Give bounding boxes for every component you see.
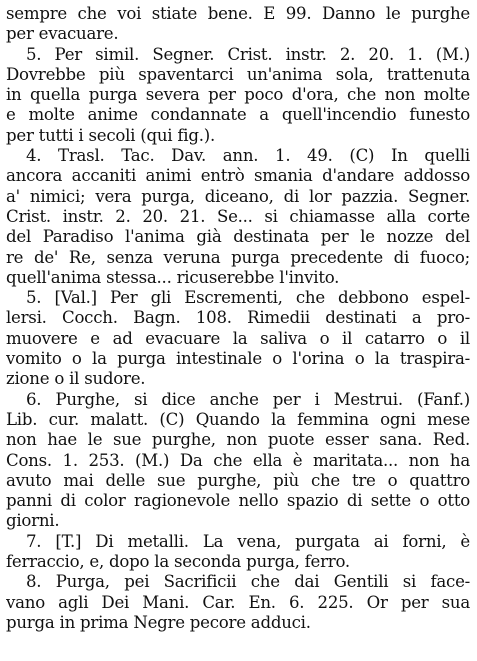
entry-4-line: 4. Trasl. Tac. Dav. ann. 1. 49. (C) In quelli — [26, 146, 470, 166]
text-line: re de' Re, senza veruna purga precedente di fuoco; — [6, 247, 470, 267]
text-line: del Paradiso l'anima già destinata per le nozze del — [6, 227, 470, 247]
text-line: Cons. 1. 253. (M.) Da che ella è maritata... non ha — [6, 450, 470, 470]
text-line: Lib. cur. malatt. (C) Quando la femmina ogni mese — [6, 409, 470, 429]
text-line: vomito o la purga intestinale o l'orina o la traspira- — [6, 349, 470, 369]
entry-6-line: 6. Purghe, si dice anche per i Mestrui. (Fanf.) — [26, 389, 470, 409]
text-line: a' nimici; vera purga, diceano, di lor pazzia. Segner. — [6, 186, 470, 206]
text-line: giorni. — [6, 511, 60, 531]
text-line: Dovrebbe più spaventarci un'anima sola, trattenuta — [6, 64, 470, 84]
text-line: per tutti i secoli (qui fig.). — [6, 125, 215, 145]
entry-5-line: 5. Per simil. Segner. Crist. instr. 2. 20. 1. (M.) — [26, 44, 470, 64]
text-line: sempre che voi stiate bene. E 99. Danno le purghe — [6, 4, 470, 23]
text-line: per evacuare. — [6, 24, 119, 44]
text-line: quell'anima stessa... ricuserebbe l'invito. — [6, 267, 340, 287]
text-line: zione o il sudore. — [6, 369, 146, 389]
text-line: non hae le sue purghe, non puote esser sana. Red. — [6, 430, 470, 450]
text-line: muovere e ad evacuare la saliva o il catarro o il — [6, 328, 470, 348]
text-line: lersi. Cocch. Bagn. 108. Rimedii destinati a pro- — [6, 308, 470, 328]
text-line: in quella purga severa per poco d'ora, che non molte — [6, 85, 470, 105]
text-line: panni di color ragionevole nello spazio di sette o otto — [6, 491, 470, 511]
text-line: e molte anime condannate a quell'incendio funesto — [6, 105, 470, 125]
entry-8-line: 8. Purga, pei Sacrificii che dai Gentili si face- — [26, 572, 470, 592]
text-line: ancora accaniti animi entrò smania d'andare addosso — [6, 166, 470, 186]
text-line: vano agli Dei Mani. Car. En. 6. 225. Or per sua — [6, 592, 470, 612]
text-line: avuto mai delle sue purghe, più che tre o quattro — [6, 470, 470, 490]
text-line: Crist. instr. 2. 20. 21. Se... si chiamasse alla corte — [6, 206, 470, 226]
text-line: purga in prima Negre pecore adduci. — [6, 612, 311, 632]
entry-7-line: 7. [T.] Di metalli. La vena, purgata ai forni, è — [26, 531, 470, 551]
entry-5b-line: 5. [Val.] Per gli Escrementi, che debbono espel- — [26, 288, 470, 308]
text-line: ferraccio, e, dopo la seconda purga, ferro. — [6, 552, 350, 572]
